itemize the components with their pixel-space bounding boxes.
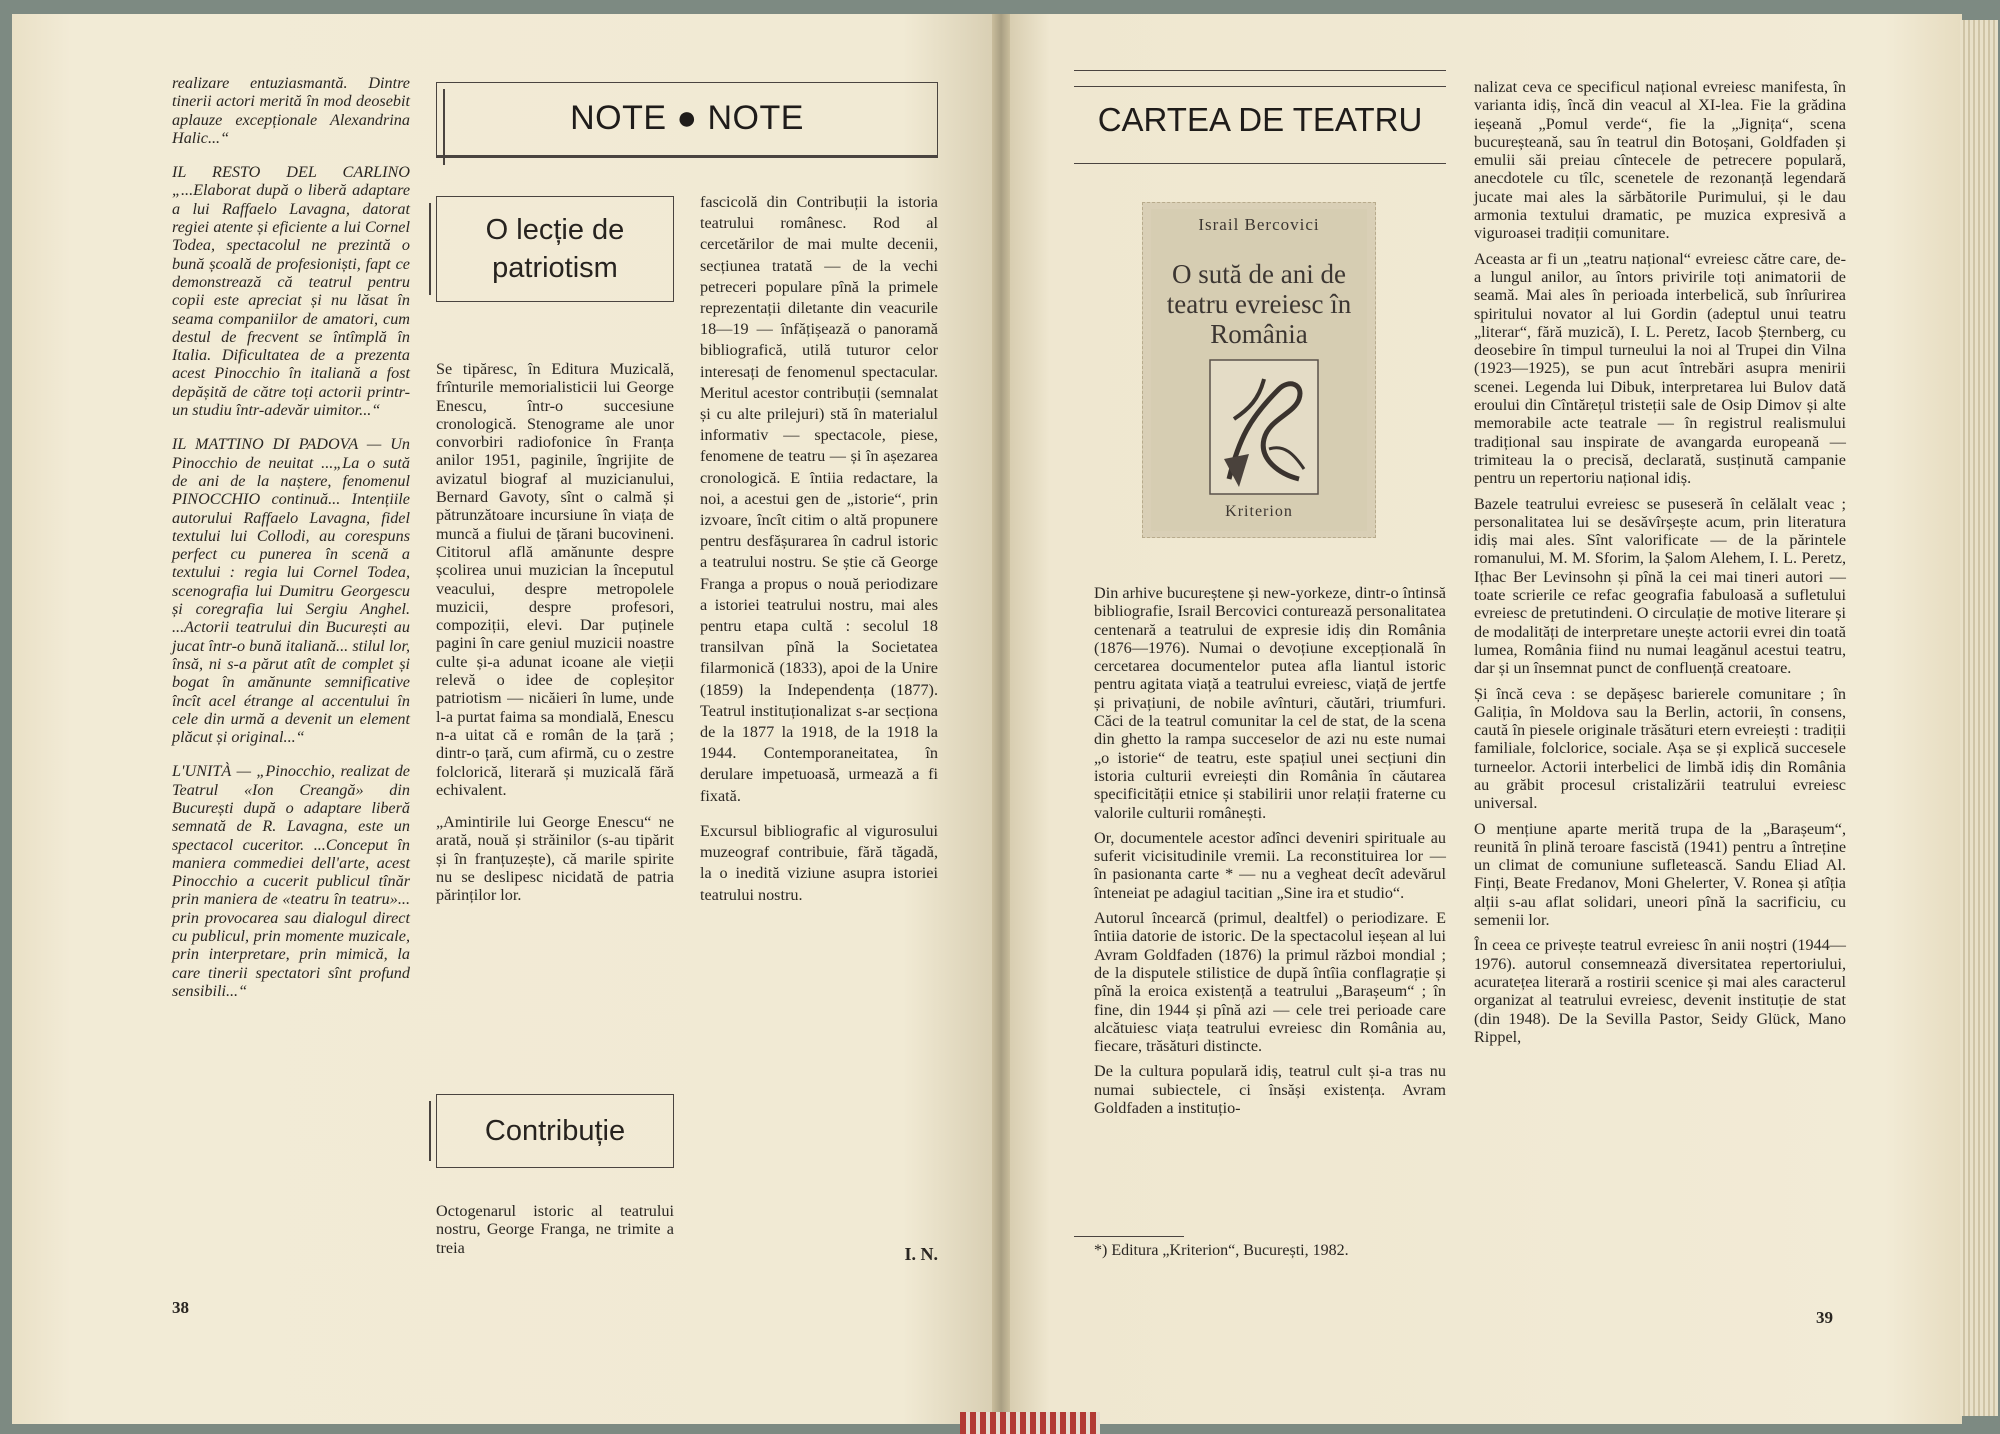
page-number-right: 39	[1816, 1308, 1833, 1327]
theatre-para-2: Aceasta ar fi un „teatru național“ evreiesc către care, de-a lungul anilor, au întors privirile toți animatorii de seamă. Mai ales în perioada interbelică, sub înrîurirea spiritului novator al lui Gordin (adeptul unui teatru „literar“, fără muzică), I. L. Peretz, Iacob Șternberg, cu deosebire în timpul turneului la noi al Trupei din Vilna (1923—1925), se pun acut întrebări asupra menirii scenei. Legenda lui Dibuk, interpretarea lui Bulov dată eroului din Cîntărețul tristeții sale de Osip Dimov și alte memorabile acte teatrale — în registrul realismului tradițional sau inspirate de avangarda europeană — trimiteau la o precisă, declarată, susținută campanie pentru un repertoriu național idiș.	[1474, 249, 1846, 488]
bookmark-ribbon	[960, 1412, 1100, 1434]
bercovici-para-2: Or, documentele acestor adînci deveniri spirituale au suferit vicisitudinile vremii. La reconstituirea lor — în pasionanta carte * — nu a vegheat decît adevărul înteneiat pe adagiul tacitian „Sine ira et studio“.	[1094, 828, 1446, 902]
book-author: Israil Bercovici	[1198, 215, 1320, 234]
enescu-paragraph: Se tipăresc, în Editura Muzicală, frînturile memorialisticii lui George Enescu, într-o succesiune cronologică. Stenograme ale unor convorbiri radiofonice în Franța anilor 1951, paginile, îngrijite de avizatul biograf al muzicianului, Bernard Gavoty, sînt o calmă și pătrunzătoare incursiune în viața de muncă a fiului de țărani bucovineni. Cititorul află amănunte despre școlirea unui muzician la începutul veacului, despre metropolele muzicii, despre profesori, compoziții, elevi. Dar puținele pagini în care geniul muzicii noastre culte și-a adunat icoane ale vieții relevă o idee de copleșitor patriotism — nicăieri în lume, unde l-a purtat faima sa mondială, Enescu n-a uitat că e român de la țară ; dintr-o țară, cum afirmă, cu o zestre folclorică, literară și muzicală fără echivalent.	[436, 360, 674, 799]
bercovici-para-3: Autorul încearcă (primul, dealtfel) o periodizare. E întiia datorie de istoric. De la spectacolul ieșean al lui Avram Goldfaden (1876) la primul război mondial ; de la disputele stilistice de după întîia conflagrație și pînă la eroica existență a teatrului „Barașeum“ ; în fine, din 1944 și pînă azi — cele trei perioade care alcătuiesc viața teatrului evreiesc din România au, fiecare, trăsături distincte.	[1094, 909, 1446, 1056]
theatre-para-4: Și încă ceva : se depășesc barierele comunitare ; în Galiția, în Moldova sau la Berlin, actorii, în consens, caută în piesele originale trăsături etern evreiești : tradiții familiale, folclorice, sociale. Așa se și explică succesele turneelor. Actorii interbelici de limbă idiș din România au grăbit procesul cristalizării teatrului evreiesc universal.	[1474, 684, 1846, 813]
left-col1	[172, 74, 410, 1016]
note-header-frame	[436, 82, 938, 156]
enescu-paragraph-2: „Amintirile lui George Enescu“ ne arată, nouă și străinilor (s-au tipărit și în franțuzește), că marile spirite nu se deslipesc nicidată de patria părinților lor.	[436, 813, 674, 905]
franga-intro: Octogenarul istoric al teatrului nostru, George Franga, ne trimite a treia	[436, 1202, 674, 1257]
footnote-rule	[1074, 1236, 1184, 1237]
cover-illustration	[1209, 359, 1319, 495]
footnote: *) Editura „Kriterion“, București, 1982.	[1094, 1242, 1349, 1259]
left-col2-bottom	[436, 1202, 674, 1271]
top-rule	[1074, 70, 1446, 71]
theatre-para-6: În ceea ce privește teatrul evreiesc în anii noștri (1944—1976). autorul consemnează diversitatea repertoriului, acuratețea literară a rostirii scenice și mai ales caracterul organizat al teatrului evreiesc, devenit instituție de stat (din 1948). De la Sevilla Pastor, Seidy Glück, Mano Rippel,	[1474, 936, 1846, 1046]
note-title: NOTE ● NOTE	[570, 99, 804, 137]
section-title-frame	[1074, 86, 1446, 164]
patriotism-heading: O lecție de patriotism	[436, 196, 674, 302]
book-gutter	[992, 14, 1010, 1424]
review-excerpt-4: L'UNITÀ — „Pinocchio, realizat de Teatrul «Ion Creangă» din București după o adaptare liberă semnată de R. Lavagna, este un spectacol cuceritor. ...Conceput în maniera commediei dell'arte, acest Pinocchio a cucerit publicul tînăr prin maniera de «teatru în teatru»... prin provocarea sau dialogul direct cu publicul, prin momente muzicale, prin interpretare, prin mimică, la care tinerii spectatori sînt profund sensibili...“	[172, 762, 410, 1000]
contributie-heading: Contribuție	[436, 1094, 674, 1168]
page-number-left: 38	[172, 1298, 189, 1317]
right-col2	[1474, 78, 1846, 1053]
right-col1	[1094, 584, 1446, 1124]
left-col3	[700, 192, 938, 920]
book-cover	[1142, 202, 1376, 538]
page-edges	[1960, 20, 1998, 1416]
theatre-para-1: nalizat ceva ce specificul național evreiesc manifesta, în varianta idiș, încă din veacul al XI-lea. Fie la grădina ieșeană „Pomul verde“, fie la „Jignița“, scena bucureșteană, sau în teatrul din Botoșani, Goldfaden și emulii săi preiau cîntecele de petrecere populară, anecdotele cu tîlc, scenetele de rezonanță legendară jucate mai ales la sărbătorile Purimului, și le dau armonia textului dramatic, pe muzica expresivă a viguroasei tradiții comunitare.	[1474, 78, 1846, 243]
theatre-para-5: O mențiune aparte merită trupa de la „Barașeum“, reunită în plină teroare fascistă (1941) pentru a întreține un climat de comuniune sufletească. Sandu Eliad Al. Finți, Beate Fredanov, Moni Ghelerter, V. Ronea și atîția alții s-au aflat solidari, uneori pînă la sacrificiu, cu semenii lor.	[1474, 819, 1846, 930]
left-col2	[436, 360, 674, 919]
bercovici-para-1: Din arhive bucureștene și new-yorkeze, dintr-o întinsă bibliografie, Israil Bercovici conturează personalitatea centenară a teatrului de expresie idiș din România (1876—1976). Numai o devoțiune excepțională în cercetarea documentelor putea afla liantul istoric pentru agitata viață a teatrului evreiesc, viață de jertfe și privațiuni, de nobile avînturi, căutări, triumfuri. Căci de la teatrul comunitar la cel de stat, de la scena din ghetto la rampa succeselor de azi nu este numai „o istorie“ de teatru, este spațiul unei secțiuni din istoria culturii evreiești din România în căutarea specificității etnice și stabilirii unor relații fraterne cu valorile culturii românești.	[1094, 584, 1446, 822]
note-divider	[436, 156, 938, 158]
franga-paragraph: fascicolă din Contribuții la istoria teatrului românesc. Rod al cercetărilor de mai multe decenii, secțiunea tratată — de la vechi petreceri populare pînă la primele reprezentații diletante din veacurile 18—19 — înfățișează o panoramă bibliografică, utilă tuturor celor interesați de fenomenul spectacular. Meritul acestor contribuții (semnalat și cu alte prilejuri) stă în materialul informativ — spectacole, piese, fenomene de teatru — și în așezarea cronologică. E întiia redactare, la noi, a acestui gen de „istorie“, prin izvoare, încît citim o altă propunere pentru desfășurarea în cadrul istoric a teatrului nostru. Se știe că George Franga a propus o nouă periodizare a istoriei teatrului nostru, mai ales pentru etapa cultă : secolul 18 transilvan pînă la Societatea filarmonică (1833), apoi de la Unire (1859) la Independența (1877). Teatrul instituționalizat s-ar secționa de la 1877 la 1918, de la 1918 la 1944. Contemporaneitatea, în derulare impetuoasă, urmează a fi fixată.	[700, 193, 938, 805]
book-publisher: Kriterion	[1225, 503, 1293, 520]
franga-conclusion: Excursul bibliografic al vigurosului muzeograf contribuie, fără tăgadă, la o inedită viziune asupra istoriei teatrului nostru.	[700, 821, 938, 904]
review-excerpt-3: IL MATTINO DI PADOVA — Un Pinocchio de neuitat ...„La o sută de ani de la naștere, fenomenul PINOCCHIO continuă... Intențiile autorului Raffaelo Lavagna, fidel textului lui Collodi, au corespuns perfect cu punerea în scenă a textului : regia lui Cornel Todea, scenografia lui Dumitru Georgescu și coregrafia lui Sergiu Anghel. ...Actorii teatrului din București au jucat într-o bună italiană... stilul lor, însă, ni s-a părut atît de complet și bogat în amănunte semnificative încît acel étrange al accentului în cele din urmă a devenit un element plăcut și original...“	[172, 435, 410, 747]
section-title: CARTEA DE TEATRU	[1097, 101, 1423, 138]
theatre-para-3: Bazele teatrului evreiesc se puseseră în celălalt veac ; personalitatea lui se desăvîrșește acum, prin literatura idiș mai ales. Sînt valorificate — de la părintele romanului, M. M. Sforim, la Șalom Alehem, I. L. Peretz, Ițhac Ber Levinsohn și pînă la cei mai tineri autori — toate scrierile ce refac geografia fabuloasă a sufletului evreiesc de pretutindeni. O circulație de motive literare și de modalități de interpretare unește actorii evrei din toată lumea, România fiind nu numai leagănul acestui teatru, dar și un însemnat punct de confluență creatoare.	[1474, 494, 1846, 678]
review-excerpt-1: realizare entuziasmantă. Dintre tinerii actori merită în mod deosebit aplauze excepționale Alexandrina Halic...“	[172, 74, 410, 147]
bercovici-para-4: De la cultura populară idiș, teatrul cult și-a tras nu numai subiectele, ci însăși existența. Avram Goldfaden a instituțio-	[1094, 1062, 1446, 1118]
author-signature: I. N.	[904, 1244, 938, 1264]
book-title: O sută de ani de teatru evreiesc în România	[1166, 259, 1352, 349]
review-excerpt-2: IL RESTO DEL CARLINO „...Elaborat după o liberă adaptare a lui Raffaelo Lavagna, datorat regiei atente și eficiente a lui Cornel Todea, spectacolul ne prezintă o bună școală de profesioniști, fapt ce demonstrează că teatrul pentru copii este apreciat și nu lăsat în seama companiilor de amatori, cum destul de frecvent se întîmplă în Italia. Dificultatea de a prezenta acest Pinocchio în italiană a fost depășită de către toți actorii printr-un studiu într-adevăr uimitor...“	[172, 163, 410, 420]
